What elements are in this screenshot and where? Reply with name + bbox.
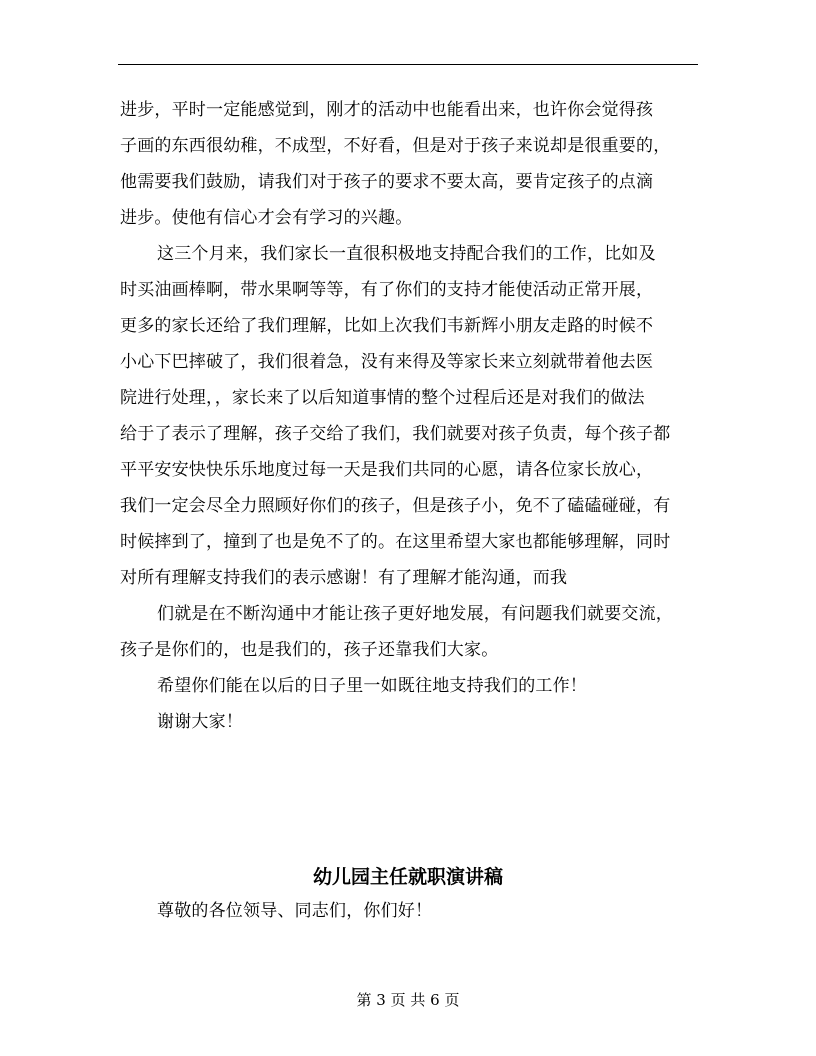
- body-line-7: 更多的家长还给了我们理解，比如上次我们韦新辉小朋友走路的时候不: [120, 316, 654, 336]
- body-line-12: 我们一定会尽全力照顾好你们的孩子，但是孩子小，免不了磕磕碰碰，有: [120, 496, 671, 516]
- body-line-18: 谢谢大家！: [157, 712, 243, 732]
- body-line-14: 对所有理解支持我们的表示感谢！有了理解才能沟通，而我: [120, 568, 568, 588]
- body-line-9: 院进行处理，，家长来了以后知道事情的整个过程后还是对我们的做法: [120, 388, 645, 408]
- body-line-2: 子画的东西很幼稚，不成型，不好看，但是对于孩子来说却是很重要的，: [120, 136, 671, 156]
- body-line-10: 给于了表示了理解，孩子交给了我们，我们就要对孩子负责，每个孩子都: [120, 424, 671, 444]
- body-line-6: 时买油画棒啊，带水果啊等等，有了你们的支持才能使活动正常开展，: [120, 280, 654, 300]
- body-line-15: 们就是在不断沟通中才能让孩子更好地发展，有问题我们就要交流，: [157, 604, 673, 624]
- body-line-8: 小心下巴摔破了，我们很着急，没有来得及等家长来立刻就带着他去医: [120, 352, 654, 372]
- body-line-13: 时候摔到了，撞到了也是免不了的。在这里希望大家也都能够理解，同时: [120, 532, 671, 552]
- body-line-11: 平平安安快快乐乐地度过每一天是我们共同的心愿，请各位家长放心，: [120, 460, 654, 480]
- greeting: 尊敬的各位领导、同志们，你们好！: [157, 901, 433, 921]
- page-number-footer: 第 3 页 共 6 页: [356, 991, 460, 1009]
- body-line-5: 这三个月来，我们家长一直很积极地支持配合我们的工作，比如及: [157, 244, 656, 264]
- body-line-3: 他需要我们鼓励，请我们对于孩子的要求不要太高，要肯定孩子的点滴: [120, 172, 654, 192]
- body-line-17: 希望你们能在以后的日子里一如既往地支持我们的工作！: [157, 676, 587, 696]
- body-line-16: 孩子是你们的，也是我们的，孩子还靠我们大家。: [120, 640, 499, 660]
- document-title: 幼儿园主任就职演讲稿: [312, 866, 503, 888]
- header-rule: [118, 64, 698, 65]
- body-line-4: 进步。使他有信心才会有学习的兴趣。: [120, 208, 413, 228]
- body-line-1: 进步，平时一定能感觉到，刚才的活动中也能看出来，也许你会觉得孩: [120, 100, 654, 120]
